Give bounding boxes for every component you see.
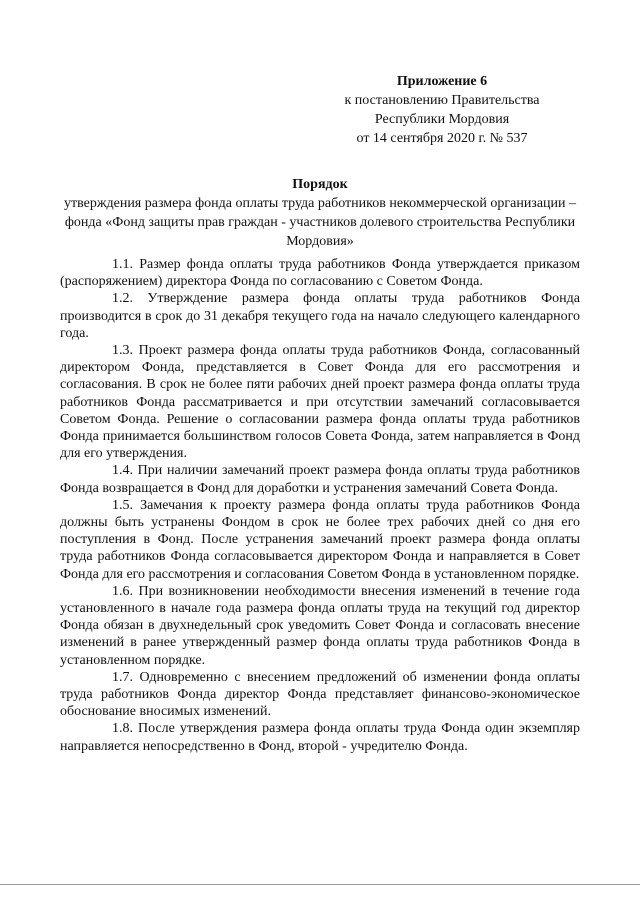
page-bottom-divider [0,884,640,885]
appendix-line-2: Республики Мордовия [374,112,510,127]
paragraph-1-1: 1.1. Размер фонда оплаты труда работников Фонда утверждается приказом (распоряжением) директора Фонда по согласованию с Советом Фонда. [60,257,580,290]
paragraph-1-7: 1.7. Одновременно с внесением предложений об изменении фонда оплаты труда работников Фонда директор Фонда представляет финансово-экономическое обоснование вносимых изменений. [60,669,580,720]
appendix-line-1: к постановлению Правительства [344,93,540,108]
document-subtitle: утверждения размера фонда оплаты труда работников некоммерческой организации – фонда «Фонд защиты прав граждан - участников долевого строительства Республики Мордовия» [63,196,577,249]
appendix-block [292,72,552,148]
paragraph-1-5: 1.5. Замечания к проекту размера фонда оплаты труда работников Фонда должны быть устранены Фондом в срок не более трех рабочих дней со дня его поступления в Фонд. После устранения замечаний проект размера фонда оплаты труда работников Фонда согласовывается директором Фонда и направляется в Совет Фонда для его рассмотрения и согласования Советом Фонда в установленном порядке. [60,497,580,582]
document-title: Порядок [292,177,348,192]
document-heading [60,175,580,251]
paragraph-1-6: 1.6. При возникновении необходимости внесения изменений в течение года установленного в начале года размера фонда оплаты труда на текущий год директор Фонда обязан в двухнедельный срок уведомить Совет Фонда и согласовать внесение изменений в ранее утвержденный размер фонда оплаты труда работников Фонда в установленном порядке. [60,583,580,668]
appendix-line-3: от 14 сентября 2020 г. № 537 [356,131,528,146]
paragraph-1-8: 1.8. После утверждения размера фонда оплаты труда Фонда один экземпляр направляется непосредственно в Фонд, второй - учредителю Фонда. [60,721,580,754]
paragraph-1-4: 1.4. При наличии замечаний проект размера фонда оплаты труда работников Фонда возвращается в Фонд для доработки и устранения замечаний Совета Фонда. [60,463,580,496]
paragraph-1-2: 1.2. Утверждение размера фонда оплаты труда работников Фонда производится в срок до 31 декабря текущего года на начало следующего календарного года. [60,291,580,341]
paragraph-1-3: 1.3. Проект размера фонда оплаты труда работников Фонда, согласованный директором Фонда, представляется в Совет Фонда для его рассмотрения и согласования. В срок не более пяти рабочих дней проект размера фонда оплаты труда работников Фонда рассматривается и при отсутствии замечаний согласовывается Советом Фонда. Решение о согласовании размера фонда оплаты труда работников Фонда принимается большинством голосов Совета Фонда, затем направляется в Фонд для его утверждения. [60,343,580,462]
document-body [60,256,580,755]
appendix-title: Приложение 6 [396,74,488,89]
